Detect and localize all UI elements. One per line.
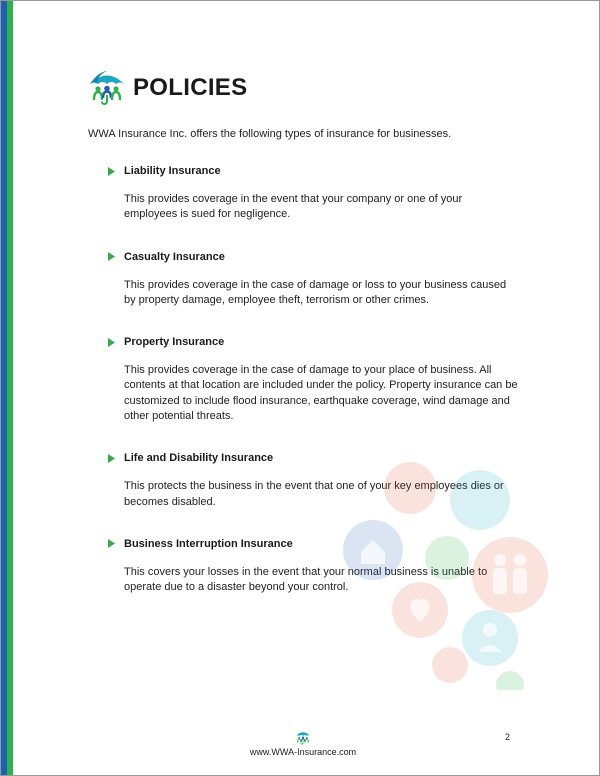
page-title: POLICIES bbox=[133, 74, 248, 101]
bullet-arrow-icon bbox=[108, 252, 115, 261]
footer-logo-icon bbox=[295, 730, 311, 745]
policy-item bbox=[108, 334, 518, 424]
policy-title: Life and Disability Insurance bbox=[124, 452, 274, 465]
policy-title: Property Insurance bbox=[124, 336, 225, 349]
page-number: 2 bbox=[505, 732, 511, 742]
insurance-icons-watermark bbox=[335, 460, 555, 690]
policy-description: This covers your losses in the event that your normal business is unable to operate due to a disaster beyond your control. bbox=[124, 565, 488, 594]
policy-title: Liability Insurance bbox=[124, 165, 221, 177]
intro-text: WWA Insurance Inc. offers the following types of insurance for businesses. bbox=[88, 128, 452, 140]
left-green-stripe bbox=[7, 1, 13, 775]
policy-title: Business Interruption Insurance bbox=[124, 537, 293, 550]
bullet-arrow-icon bbox=[108, 539, 115, 548]
page-header bbox=[88, 70, 247, 106]
bullet-arrow-icon bbox=[108, 338, 115, 347]
footer-url: www.WWA-Insurance.com bbox=[249, 747, 357, 757]
policy-description: This provides coverage in the case of damage to your place of business. All contents at that location are included under the policy. Property insurance can be customized to include flood insurance, earthquake coverage, wind damage and other potential threats. bbox=[124, 364, 518, 423]
policy-description: This protects the business in the event that one of your key employees dies or becomes disabled. bbox=[124, 480, 504, 508]
policy-description: This provides coverage in the event that your company or one of your employees is sued for negligence. bbox=[124, 193, 463, 221]
policy-item bbox=[108, 249, 518, 309]
policy-item bbox=[108, 163, 518, 223]
policy-title: Casualty Insurance bbox=[124, 250, 225, 263]
policy-description: This provides coverage in the case of damage or loss to your business caused by property damage, employee theft, terrorism or other crimes. bbox=[124, 278, 507, 306]
umbrella-family-icon bbox=[88, 70, 126, 106]
bullet-arrow-icon bbox=[108, 167, 115, 176]
bullet-arrow-icon bbox=[108, 454, 115, 463]
